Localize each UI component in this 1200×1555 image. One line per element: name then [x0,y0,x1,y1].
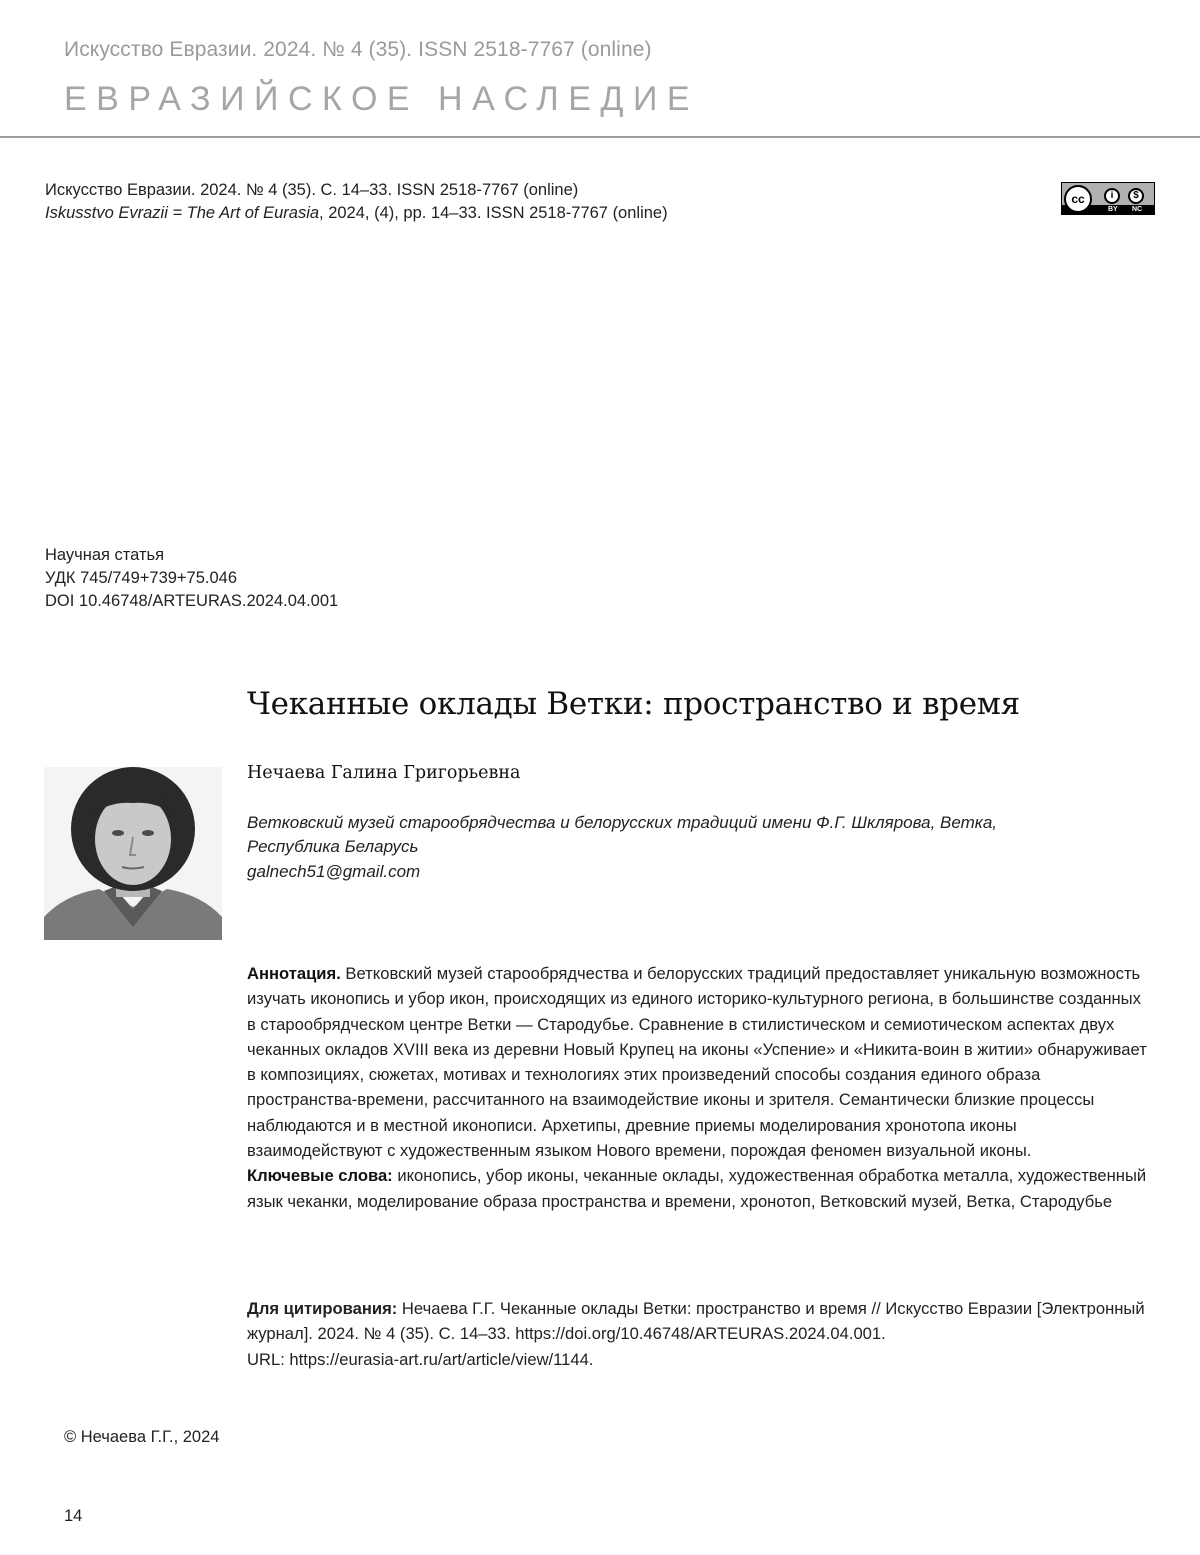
header-divider [0,136,1200,138]
abstract-text: Ветковский музей старообрядчества и белорусских традиций предоставляет уникальную возможность изучать иконопись и убор икон, происходящих из единого историко-культурного региона, в большинстве созданных в старообрядческом центре Ветки — Стародубье. Сравнение в стилистическом и семиотическом аспектах двух чеканных окладов XVIII века из деревни Новый Крупец на иконы «Успение» и «Никита-воин в житии» обнаруживает в композициях, сюжетах, мотивах и технологиях этих произведений способы создания единого образа пространства-времени, рассчитанного на взаимодействие иконы и зрителя. Семантически близкие процессы наблюдаются и в местной иконописи. Архетипы, древние приемы моделирования хронотопа иконы взаимодействуют с художественным языком Нового времени, порождая феномен визуальной иконы. [247,964,1147,1161]
author-photo [44,767,222,940]
citation-block [247,1296,1147,1372]
affiliation-line-2: Республика Беларусь [247,837,419,856]
cc-by-label: BY [1108,206,1118,213]
running-head: Искусство Евразии. 2024. № 4 (35). ISSN 2518-7767 (online) [64,38,652,61]
by-attribution-icon: i [1104,188,1120,204]
article-title: Чеканные оклады Ветки: пространство и время [247,686,1020,722]
keywords-paragraph [247,1163,1147,1214]
citation-line-en [45,204,668,223]
keywords-text: иконопись, убор иконы, чеканные оклады, художественная обработка металла, художественный язык чеканки, моделирование образа пространства и времени, хронотоп, Ветковский музей, Ветка, Стародубье [247,1166,1147,1211]
abstract-paragraph [247,961,1147,1163]
citation-label: Для цитирования: [247,1299,398,1318]
article-type: Научная статья [45,546,165,564]
cc-icon: cc [1064,185,1092,213]
cc-nc-label: NC [1132,206,1143,213]
page-number: 14 [64,1507,83,1525]
citation-en-rest: , 2024, (4), pp. 14–33. ISSN 2518-7767 (online) [319,204,668,222]
citation-line-ru: Искусство Евразии. 2024. № 4 (35). С. 14–33. ISSN 2518-7767 (online) [45,181,579,199]
abstract-block [247,961,1147,1214]
citation-paragraph [247,1296,1147,1347]
udc-code: УДК 745/749+739+75.046 [45,569,238,587]
keywords-label: Ключевые слова: [247,1166,393,1186]
cc-license-badge[interactable] [1061,182,1155,215]
doi: DOI 10.46748/ARTEURAS.2024.04.001 [45,592,339,610]
journal-title-italic: Iskusstvo Evrazii = The Art of Eurasia [45,204,320,222]
author-email[interactable]: galnech51@gmail.com [247,862,421,881]
copyright: © Нечаева Г.Г., 2024 [64,1428,220,1446]
affiliation-line-1: Ветковский музей старообрядчества и белорусских традиций имени Ф.Г. Шклярова, Ветка, [247,813,998,832]
section-title: ЕВРАЗИЙСКОЕ НАСЛЕДИЕ [64,80,700,118]
abstract-label: Аннотация. [247,964,341,983]
citation-url[interactable]: URL: https://eurasia-art.ru/art/article/view/1144. [247,1349,594,1369]
citation-text: Нечаева Г.Г. Чеканные оклады Ветки: пространство и время // Искусство Евразии [Электронный журнал]. 2024. № 4 (35). С. 14–33. https://doi.org/10.46748/ARTEURAS.2024.04.001. [247,1299,1145,1344]
nc-noncommercial-icon: $ [1128,188,1144,204]
author-name: Нечаева Галина Григорьевна [247,763,521,783]
